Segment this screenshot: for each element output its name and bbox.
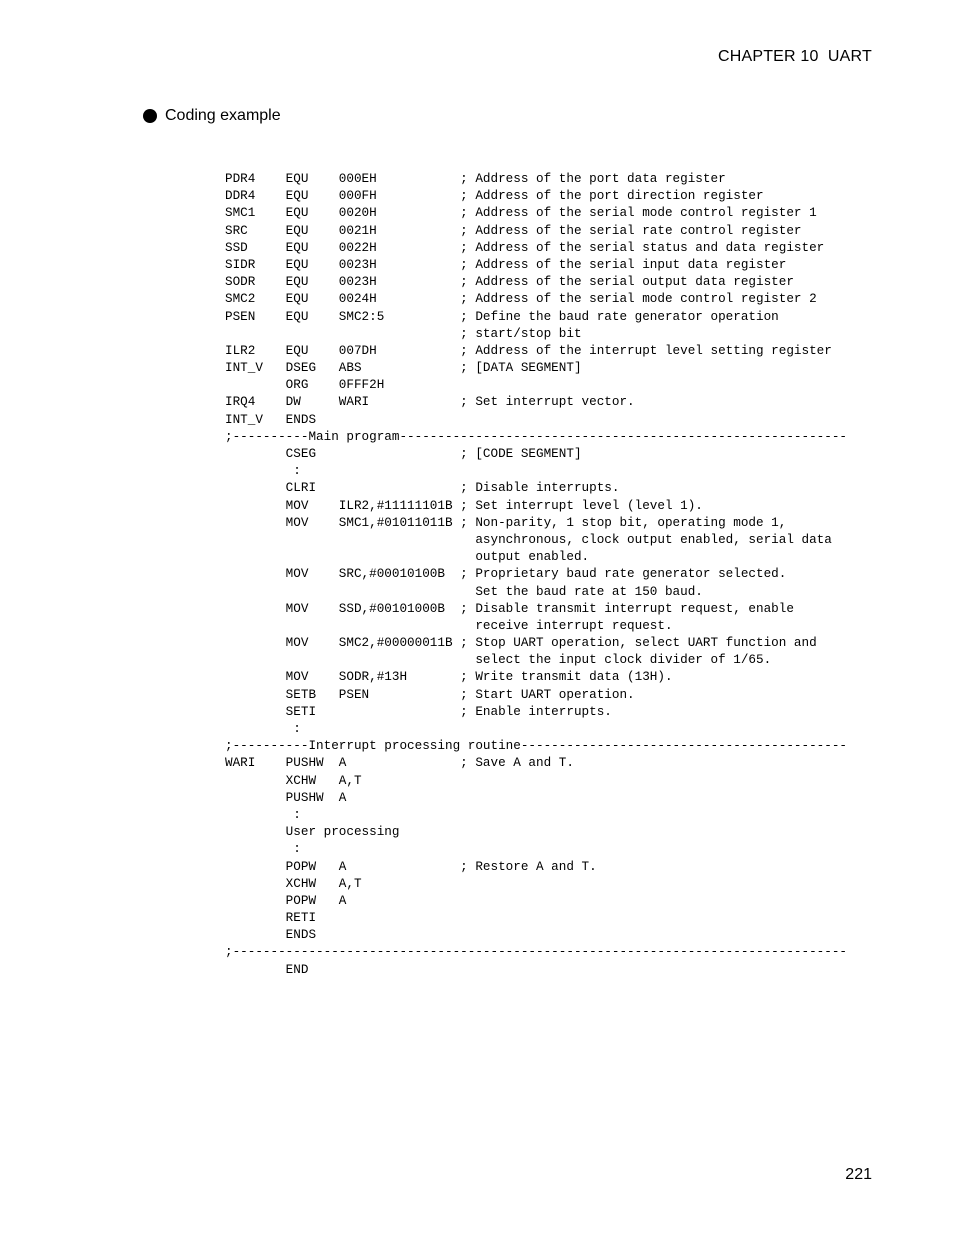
code-line: SETB PSEN ; Start UART operation. bbox=[225, 686, 635, 702]
code-line: MOV SRC,#00010100B ; Proprietary baud rate generator selected. bbox=[225, 566, 787, 582]
code-line: User processing bbox=[225, 824, 400, 840]
code-line: MOV SSD,#00101000B ; Disable transmit interrupt request, enable bbox=[225, 600, 794, 616]
code-line: RETI bbox=[225, 910, 317, 926]
code-line: SMC2 EQU 0024H ; Address of the serial mode control register 2 bbox=[225, 291, 817, 307]
code-line: POPW A bbox=[225, 892, 347, 908]
code-line: ORG 0FFF2H bbox=[225, 377, 385, 393]
code-line: MOV SMC2,#00000011B ; Stop UART operation, select UART function and bbox=[225, 635, 817, 651]
code-line: PDR4 EQU 000EH ; Address of the port data register bbox=[225, 171, 726, 186]
code-line: SSD EQU 0022H ; Address of the serial status and data register bbox=[225, 239, 825, 255]
code-line: PSEN EQU SMC2:5 ; Define the baud rate generator operation bbox=[225, 308, 779, 324]
code-line: SETI ; Enable interrupts. bbox=[225, 703, 612, 719]
code-line: : bbox=[225, 841, 301, 857]
code-line: WARI PUSHW A ; Save A and T. bbox=[225, 755, 574, 771]
code-line: select the input clock divider of 1/65. bbox=[225, 652, 772, 668]
code-line: ILR2 EQU 007DH ; Address of the interrupt level setting register bbox=[225, 342, 832, 358]
code-line: : bbox=[225, 721, 301, 736]
code-line: SRC EQU 0021H ; Address of the serial rate control register bbox=[225, 222, 802, 238]
code-line: ENDS bbox=[225, 927, 317, 943]
page-number: 221 bbox=[845, 1166, 872, 1183]
code-line: CSEG ; [CODE SEGMENT] bbox=[225, 446, 582, 461]
code-line: INT_V ENDS bbox=[225, 411, 317, 427]
code-line: MOV SODR,#13H ; Write transmit data (13H). bbox=[225, 669, 673, 685]
code-listing bbox=[225, 170, 847, 978]
code-line: ;----------Main program----------------------------------------------------------- bbox=[225, 428, 848, 444]
code-line: output enabled. bbox=[225, 549, 590, 565]
code-line: XCHW A,T bbox=[225, 875, 362, 891]
code-line: ;--------------------------------------------------------------------------------- bbox=[225, 944, 848, 960]
code-line: : bbox=[225, 806, 301, 822]
code-line: INT_V DSEG ABS ; [DATA SEGMENT] bbox=[225, 360, 582, 376]
chapter-header: CHAPTER 10 UART bbox=[717, 48, 872, 65]
code-line: PUSHW A bbox=[225, 789, 347, 805]
code-line: SODR EQU 0023H ; Address of the serial output data register bbox=[225, 274, 794, 290]
bullet-icon bbox=[143, 109, 157, 123]
code-line: ; start/stop bit bbox=[225, 325, 582, 341]
code-line: Set the baud rate at 150 baud. bbox=[225, 583, 703, 599]
code-line: XCHW A,T bbox=[225, 772, 362, 788]
section-heading bbox=[143, 107, 281, 125]
code-line: SIDR EQU 0023H ; Address of the serial input data register bbox=[225, 256, 787, 272]
code-line: CLRI ; Disable interrupts. bbox=[225, 480, 620, 496]
code-line: SMC1 EQU 0020H ; Address of the serial mode control register 1 bbox=[225, 205, 817, 221]
code-line: MOV SMC1,#01011011B ; Non-parity, 1 stop bit, operating mode 1, bbox=[225, 514, 787, 530]
code-line: END bbox=[225, 961, 309, 977]
code-line: IRQ4 DW WARI ; Set interrupt vector. bbox=[225, 394, 635, 410]
code-line: DDR4 EQU 000FH ; Address of the port direction register bbox=[225, 188, 764, 204]
section-title: Coding example bbox=[165, 107, 281, 124]
code-line: MOV ILR2,#11111101B ; Set interrupt level (level 1). bbox=[225, 497, 703, 513]
code-line: receive interrupt request. bbox=[225, 617, 673, 633]
code-line: POPW A ; Restore A and T. bbox=[225, 858, 597, 874]
code-line: : bbox=[225, 463, 301, 479]
code-line: asynchronous, clock output enabled, serial data bbox=[225, 531, 832, 547]
code-line: ;----------Interrupt processing routine------------------------------------------- bbox=[225, 738, 848, 754]
